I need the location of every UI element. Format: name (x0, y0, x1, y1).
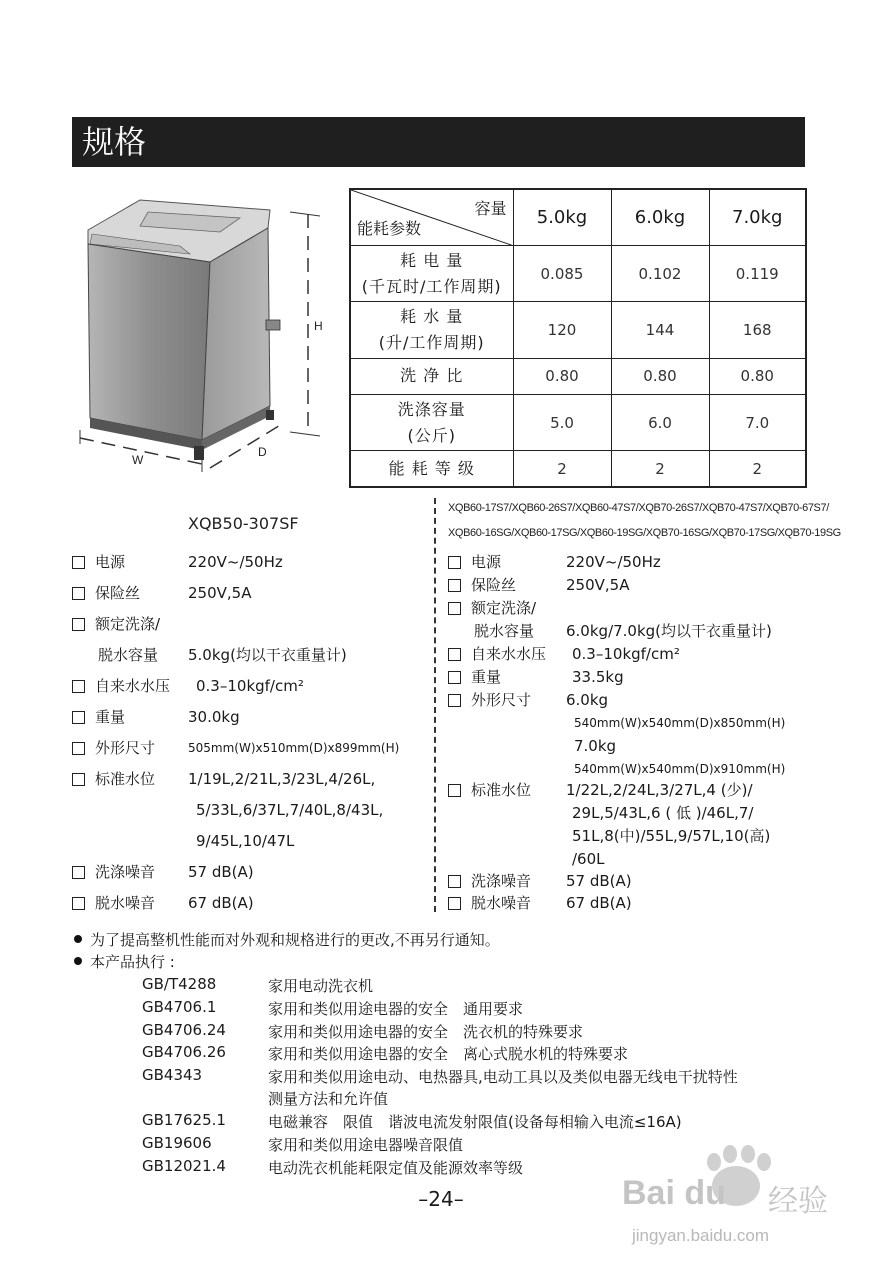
spec-value: 51L,8(中)/55L,9/57L,10(高) (572, 827, 771, 845)
row-label: 洗涤容量 (397, 399, 466, 419)
checkbox-icon (72, 680, 85, 693)
watermark-brand: Bai du (622, 1174, 726, 1212)
spec-label: 重量 (95, 708, 126, 726)
dimension-d-label: D (258, 445, 267, 459)
spec-value: 220V~/50Hz (566, 553, 661, 571)
table-cell: 0.102 (611, 245, 709, 301)
spec-label: 重量 (471, 668, 502, 686)
standard-desc: 电动洗衣机能耗限定值及能源效率等级 (268, 1159, 524, 1177)
table-cell: 168 (709, 302, 806, 358)
spec-label: 洗涤噪音 (95, 863, 156, 881)
right-spec-power (448, 552, 501, 572)
table-row-header (350, 394, 513, 450)
checkbox-icon (72, 866, 85, 879)
standard-desc: 测量方法和允许值 (268, 1090, 389, 1108)
left-spec-water-level (72, 769, 155, 789)
row-label-unit: (千瓦时/工作周期) (361, 276, 502, 296)
spec-value: 1/22L,2/24L,3/27L,4 (少)/ (566, 781, 753, 799)
standard-desc: 家用和类似用途电动、电热器具,电动工具以及类似电器无线电干扰特性 (268, 1068, 738, 1086)
spec-label: 洗涤噪音 (471, 872, 532, 890)
checkbox-icon (72, 556, 85, 569)
standard-desc: 家用和类似用途电器的安全 洗衣机的特殊要求 (268, 1023, 584, 1041)
table-cell: 2 (709, 451, 806, 487)
checkbox-icon (448, 694, 461, 707)
table-cell: 0.80 (709, 358, 806, 394)
table-cell: 7.0 (709, 394, 806, 450)
right-spec-rated (448, 598, 536, 618)
spec-label: 脱水容量 (98, 646, 159, 664)
standard-code: GB17625.1 (142, 1111, 226, 1129)
spec-label: 保险丝 (95, 584, 141, 602)
checkbox-icon (448, 556, 461, 569)
table-cell: 0.80 (513, 358, 611, 394)
standard-code: GB19606 (142, 1134, 212, 1152)
dimension-w-label: W (132, 453, 144, 467)
spec-value: 250V,5A (188, 584, 252, 602)
checkbox-icon (72, 897, 85, 910)
standard-desc: 家用和类似用途电器的安全 通用要求 (268, 1000, 524, 1018)
right-model-names-line1: XQB60-17S7/XQB60-26S7/XQB60-47S7/XQB70-26S7/XQB70-47S7/XQB70-67S7/ (448, 502, 829, 514)
left-spec-spin-noise (72, 893, 155, 913)
spec-label: 电源 (471, 553, 502, 571)
checkbox-icon (448, 602, 461, 615)
checkbox-icon (72, 773, 85, 786)
left-spec-fuse (72, 583, 140, 603)
spec-value: 1/19L,2/21L,3/23L,4/26L, (188, 770, 376, 788)
capacity-header: 5.0kg (513, 189, 611, 245)
row-label: 耗 电 量 (400, 250, 464, 270)
standard-code: GB12021.4 (142, 1157, 226, 1175)
left-spec-rated (72, 614, 160, 634)
spec-value: 29L,5/43L,6 ( 低 )/46L,7/ (572, 804, 754, 822)
table-cell: 2 (513, 451, 611, 487)
spec-value: 6.0kg (566, 691, 609, 709)
checkbox-icon (448, 579, 461, 592)
table-row-header (350, 358, 513, 394)
note-change-notice (74, 930, 500, 950)
table-corner-cell (350, 189, 513, 245)
spec-value: /60L (572, 850, 605, 868)
note-standards-intro (74, 952, 175, 972)
capacity-header: 6.0kg (611, 189, 709, 245)
spec-value: 30.0kg (188, 708, 240, 726)
bullet-icon (74, 957, 82, 965)
note-text: 为了提高整机性能而对外观和规格进行的更改,不再另行通知。 (90, 931, 500, 949)
right-spec-fuse (448, 575, 516, 595)
table-cell: 5.0 (513, 394, 611, 450)
left-spec-power (72, 552, 125, 572)
table-cell: 2 (611, 451, 709, 487)
spec-value: 9/45L,10/47L (196, 832, 295, 850)
column-divider (434, 498, 436, 912)
spec-label: 脱水噪音 (95, 894, 156, 912)
page-title: 规格 (82, 123, 147, 161)
standard-code: GB4706.26 (142, 1043, 226, 1061)
standard-code: GB4706.24 (142, 1021, 226, 1039)
capacity-header: 7.0kg (709, 189, 806, 245)
corner-capacity-label: 容量 (474, 199, 507, 218)
spec-value: 5/33L,6/37L,7/40L,8/43L, (196, 801, 384, 819)
spec-value: 540mm(W)x540mm(D)x910mm(H) (574, 762, 786, 776)
standard-desc: 家用电动洗衣机 (268, 977, 374, 995)
left-model-name: XQB50-307SF (188, 514, 299, 533)
checkbox-icon (72, 618, 85, 631)
right-spec-water-level (448, 780, 531, 800)
note-text: 本产品执行 : (90, 953, 175, 971)
row-label: 能 耗 等 级 (388, 458, 475, 478)
energy-spec-table (349, 188, 807, 488)
table-row-header (350, 302, 513, 358)
spec-value: 5.0kg(均以干衣重量计) (188, 646, 347, 664)
table-cell: 6.0 (611, 394, 709, 450)
row-label-unit: (公斤) (407, 425, 456, 445)
row-label: 耗 水 量 (400, 306, 464, 326)
left-spec-weight (72, 707, 125, 727)
spec-value: 67 dB(A) (188, 894, 254, 912)
left-spec-pressure (72, 676, 170, 696)
spec-value: 250V,5A (566, 576, 630, 594)
checkbox-icon (448, 648, 461, 661)
spec-value: 57 dB(A) (188, 863, 254, 881)
spec-label: 自来水水压 (471, 645, 547, 663)
table-row-header (350, 451, 513, 487)
page-number: –24– (418, 1187, 464, 1211)
spec-label: 脱水容量 (474, 622, 535, 640)
checkbox-icon (448, 671, 461, 684)
bullet-icon (74, 935, 82, 943)
checkbox-icon (448, 897, 461, 910)
right-spec-dimensions (448, 690, 531, 710)
spec-label: 外形尺寸 (95, 739, 156, 757)
standard-desc: 家用和类似用途电器的安全 离心式脱水机的特殊要求 (268, 1045, 629, 1063)
checkbox-icon (448, 784, 461, 797)
corner-energy-label: 能耗参数 (357, 218, 422, 238)
left-spec-dimensions (72, 738, 155, 758)
standard-code: GB4343 (142, 1066, 203, 1084)
table-cell: 0.80 (611, 358, 709, 394)
row-label: 洗 净 比 (400, 366, 464, 386)
spec-value: 505mm(W)x510mm(D)x899mm(H) (188, 741, 400, 755)
checkbox-icon (448, 875, 461, 888)
washing-machine-illustration (70, 188, 350, 488)
spec-value: 33.5kg (572, 668, 624, 686)
spec-label: 额定洗涤/ (95, 615, 161, 633)
table-cell: 120 (513, 302, 611, 358)
spec-value: 6.0kg/7.0kg(均以干衣重量计) (566, 622, 772, 640)
spec-label: 电源 (95, 553, 126, 571)
standard-code: GB/T4288 (142, 975, 217, 993)
spec-label: 标准水位 (471, 781, 532, 799)
spec-label: 标准水位 (95, 770, 156, 788)
right-model-names-line2: XQB60-16SG/XQB60-17SG/XQB60-19SG/XQB70-16SG/XQB70-17SG/XQB70-19SG (448, 527, 841, 539)
spec-value: 67 dB(A) (566, 894, 632, 912)
section-title-bar (72, 117, 805, 167)
spec-value: 0.3–10kgf/cm² (572, 645, 680, 663)
watermark-url: jingyan.baidu.com (632, 1226, 770, 1245)
standard-desc: 家用和类似用途电器噪音限值 (268, 1136, 464, 1154)
spec-label: 自来水水压 (95, 677, 171, 695)
table-cell: 144 (611, 302, 709, 358)
spec-value: 220V~/50Hz (188, 553, 283, 571)
table-row-header (350, 245, 513, 301)
spec-label: 脱水噪音 (471, 894, 532, 912)
spec-value: 57 dB(A) (566, 872, 632, 890)
spec-label: 保险丝 (471, 576, 517, 594)
row-label-unit: (升/工作周期) (378, 332, 485, 352)
standard-desc: 电磁兼容 限值 谐波电流发射限值(设备每相输入电流≤16A) (268, 1113, 682, 1131)
right-spec-wash-noise (448, 871, 531, 891)
table-cell: 0.085 (513, 245, 611, 301)
table-cell: 0.119 (709, 245, 806, 301)
checkbox-icon (72, 711, 85, 724)
baidu-watermark (618, 1142, 868, 1272)
spec-label: 额定洗涤/ (471, 599, 537, 617)
checkbox-icon (72, 742, 85, 755)
right-spec-weight (448, 667, 501, 687)
dimension-h-label: H (314, 319, 323, 333)
checkbox-icon (72, 587, 85, 600)
standard-code: GB4706.1 (142, 998, 217, 1016)
right-spec-spin-noise (448, 893, 531, 913)
spec-value: 540mm(W)x540mm(D)x850mm(H) (574, 716, 786, 730)
spec-value: 7.0kg (574, 737, 617, 755)
right-spec-pressure (448, 644, 546, 664)
spec-label: 外形尺寸 (471, 691, 532, 709)
left-spec-wash-noise (72, 862, 155, 882)
watermark-cn: 经验 (768, 1184, 828, 1219)
spec-value: 0.3–10kgf/cm² (196, 677, 304, 695)
